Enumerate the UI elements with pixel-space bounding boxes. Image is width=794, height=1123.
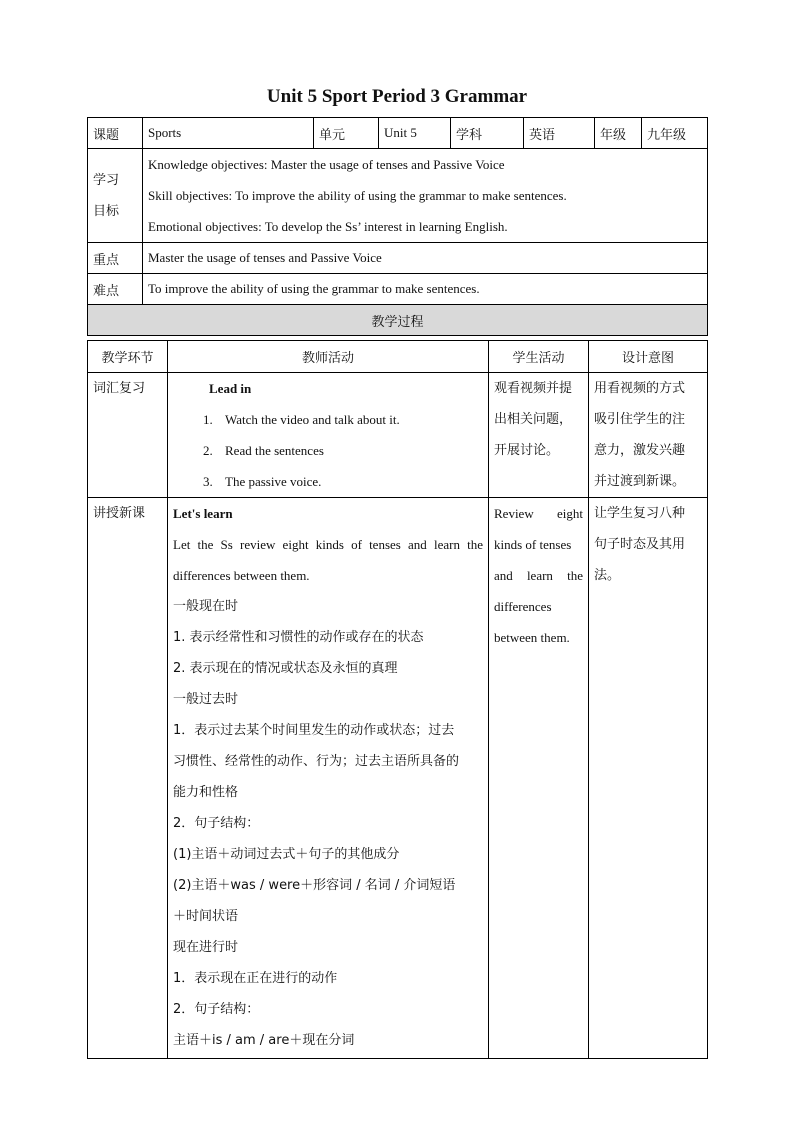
objectives-row [88,149,708,243]
list-item: 3. The passive voice. [203,474,322,489]
stage-new-lesson: 讲授新课 [88,498,168,1059]
difficulty-label: 难点 [88,274,143,305]
difficulty-text: To improve the ability of using the grammar to make sentences. [143,274,708,305]
knowledge-objective: Knowledge objectives: Master the usage of tenses and Passive Voice [148,157,505,172]
header-teacher: 教师活动 [168,341,489,373]
key-point-label: 重点 [88,243,143,274]
header-stage: 教学环节 [88,341,168,373]
page-title: Unit 5 Sport Period 3 Grammar [266,86,528,107]
process-table [87,340,708,1059]
objectives-label-line1: 学习 [93,172,120,188]
header-design: 设计意图 [589,341,708,373]
student-activity-lead-in: 观看视频并提 出相关问题， 开展讨论。 [489,373,589,498]
unit-label: 单元 [314,118,379,149]
row-lead-in [88,373,708,498]
stage-vocab-review: 词汇复习 [88,373,168,498]
subject-label: 学科 [451,118,524,149]
process-title-row [88,305,708,336]
info-row [88,118,708,149]
key-point-text: Master the usage of tenses and Passive Voice [143,243,708,274]
header-student: 学生活动 [489,341,589,373]
teacher-activity-new-lesson: Let's learn Let the Ss review eight kinds of tenses and learn the differences between them. 一般现在时 1. 表示经常性和习惯性的动作或存在的状态 2. 表示现在的情况或状态及永恒的真理 一般过去时 1．表示过去某个时间里发生的动作或状态；过去 习惯性、经常性的动作、行为；过去主语所具备的 能力和性格 2．句子结构： (1)主语＋动词过去式＋句子的其他成分 (2)主语＋was / were＋形容词 / 名词 / 介词短语 ＋时间状语 现在进行时 1．表示现在正在进行的动作 2．句子结构： 主语＋is / am / are＋现在分词 [168,498,489,1059]
row-new-lesson [88,498,708,1059]
teacher-activity-lead-in [168,373,489,498]
lead-in-title: Lead in [209,381,252,396]
objectives-label [88,149,143,243]
lets-learn-title: Let's learn [173,506,233,521]
process-header-row [88,341,708,373]
skill-objective: Skill objectives: To improve the ability of using the grammar to make sentences. [148,188,567,203]
topic-value: Sports [143,118,314,149]
objectives-text [143,149,708,243]
objectives-label-line2: 目标 [93,203,120,219]
topic-label: 课题 [88,118,143,149]
emotional-objective: Emotional objectives: To develop the Ss’ interest in learning English. [148,219,508,234]
grade-label: 年级 [595,118,642,149]
unit-value: Unit 5 [379,118,451,149]
list-item: 1. Watch the video and talk about it. [203,412,400,427]
student-activity-new-lesson: Review eight kinds of tenses and learn the differences between them. [489,498,589,1059]
process-title: 教学过程 [88,305,708,336]
design-intent-new-lesson: 让学生复习八种 句子时态及其用 法。 [589,498,708,1059]
lesson-plan-table [87,117,708,336]
subject-value: 英语 [524,118,595,149]
list-item: 2. Read the sentences [203,443,324,458]
key-point-row [88,243,708,274]
design-intent-lead-in: 用看视频的方式 吸引住学生的注 意力，激发兴趣 并过渡到新课。 [589,373,708,498]
difficulty-row [88,274,708,305]
grade-value: 九年级 [642,118,708,149]
